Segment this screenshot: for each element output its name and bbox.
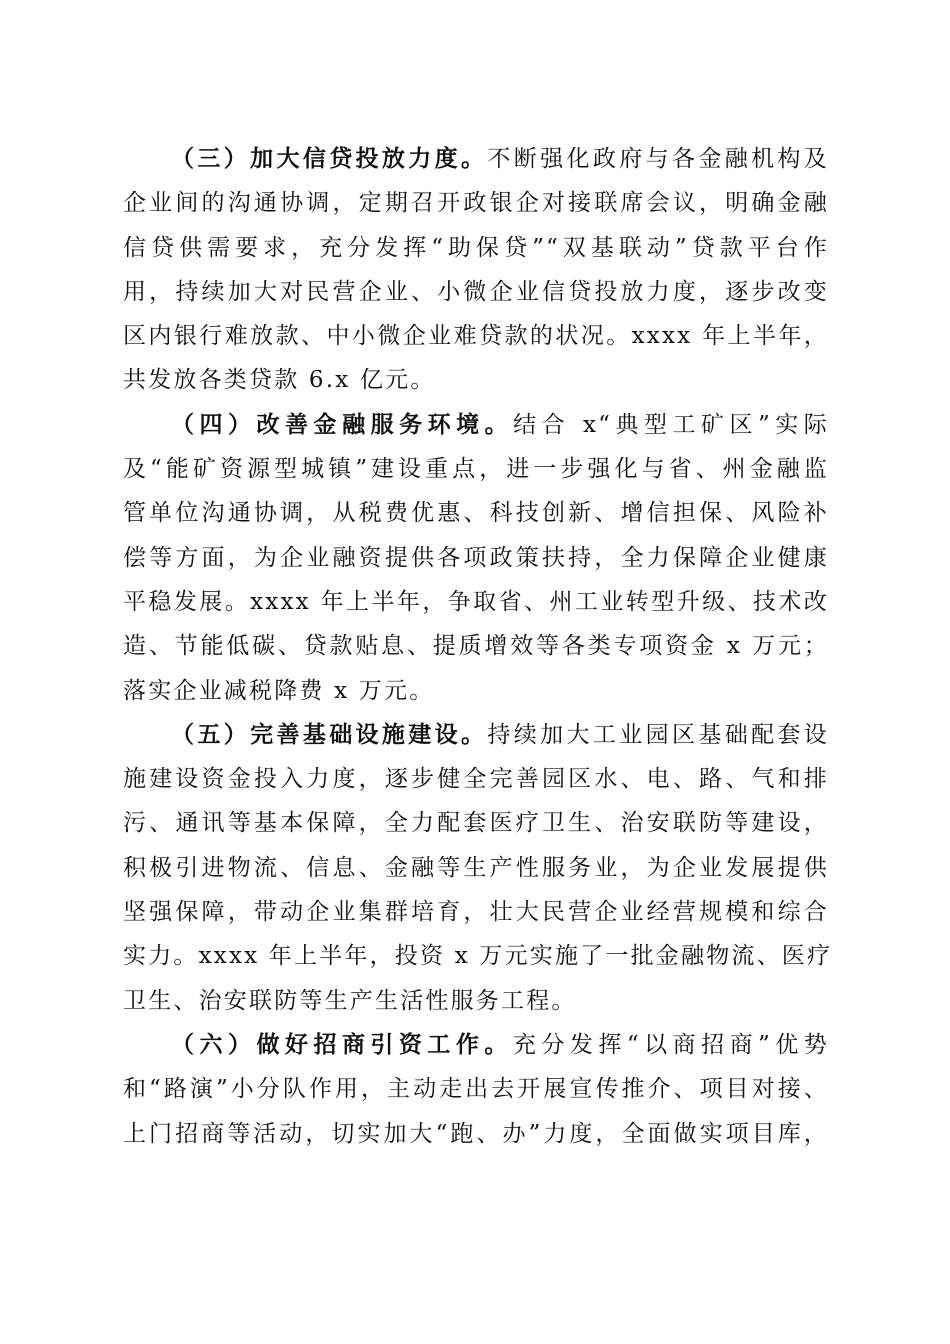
section-heading: （四）改善金融服务环境。 [171,410,514,438]
text-line: 施建设资金投入力度，逐步健全完善园区水、电、路、气和排 [123,766,829,793]
text-line: 积极引进物流、信息、金融等生产性服务业，为企业发展提供 [123,854,829,881]
text-line: 坚强保障，带动企业集群培育，壮大民营企业经营规模和综合 [123,899,829,926]
paragraph-credit-lending [123,137,829,403]
text-line: 区内银行难放款、中小微企业难贷款的状况。xxxx 年上半年， [123,323,829,350]
paragraph-first-line [123,1023,829,1067]
text-line: 持续加大工业园区基础配套设 [487,721,829,748]
text-line: 用，持续加大对民营企业、小微企业信贷投放力度，逐步改变 [123,278,829,305]
text-line: 企业间的沟通协调，定期召开政银企对接联席会议，明确金融 [123,190,829,217]
text-line: 信贷供需要求，充分发挥“助保贷”“双基联动”贷款平台作 [123,234,829,261]
text-line: 结合 x“典型工矿区”实际 [513,411,829,438]
paragraph-first-line [123,713,829,757]
text-line: 管单位沟通协调，从税费优惠、科技创新、增信担保、风险补 [123,500,829,527]
section-heading: （五）完善基础设施建设。 [171,720,488,748]
paragraph-infrastructure [123,713,833,1023]
document-body [123,137,833,1156]
section-heading: （六）做好招商引资工作。 [171,1030,513,1058]
paragraph-financial-service [123,403,829,713]
text-line: 偿等方面，为企业融资提供各项政策扶持，全力保障企业健康 [123,544,829,571]
text-line: 充分发挥“以商招商”优势 [512,1031,829,1058]
text-line: 共发放各类贷款 6.x 亿元。 [123,367,436,394]
paragraph-first-line [123,403,829,447]
text-line: 卫生、治安联防等生产生活性服务工程。 [123,987,577,1014]
paragraph-first-line [123,137,829,181]
text-line: 上门招商等活动，切实加大“跑、办”力度，全面做实项目库， [123,1120,829,1147]
text-line: 不断强化政府与各金融机构及 [487,146,829,172]
text-line: 落实企业减税降费 x 万元。 [123,677,435,704]
section-heading: （三）加大信贷投放力度。 [171,145,488,172]
text-line: 平稳发展。xxxx 年上半年，争取省、州工业转型升级、技术改 [123,588,829,615]
text-line: 造、节能低碳、贷款贴息、提质增效等各类专项资金 x 万元； [123,633,829,660]
paragraph-investment-attraction [123,1023,829,1156]
text-line: 污、通讯等基本保障，全力配套医疗卫生、治安联防等建设， [123,810,829,837]
text-line: 和“路演”小分队作用，主动走出去开展宣传推介、项目对接、 [123,1076,829,1103]
text-line: 实力。xxxx 年上半年，投资 x 万元实施了一批金融物流、医疗 [123,943,833,970]
text-line: 及“能矿资源型城镇”建设重点，进一步强化与省、州金融监 [123,456,829,483]
